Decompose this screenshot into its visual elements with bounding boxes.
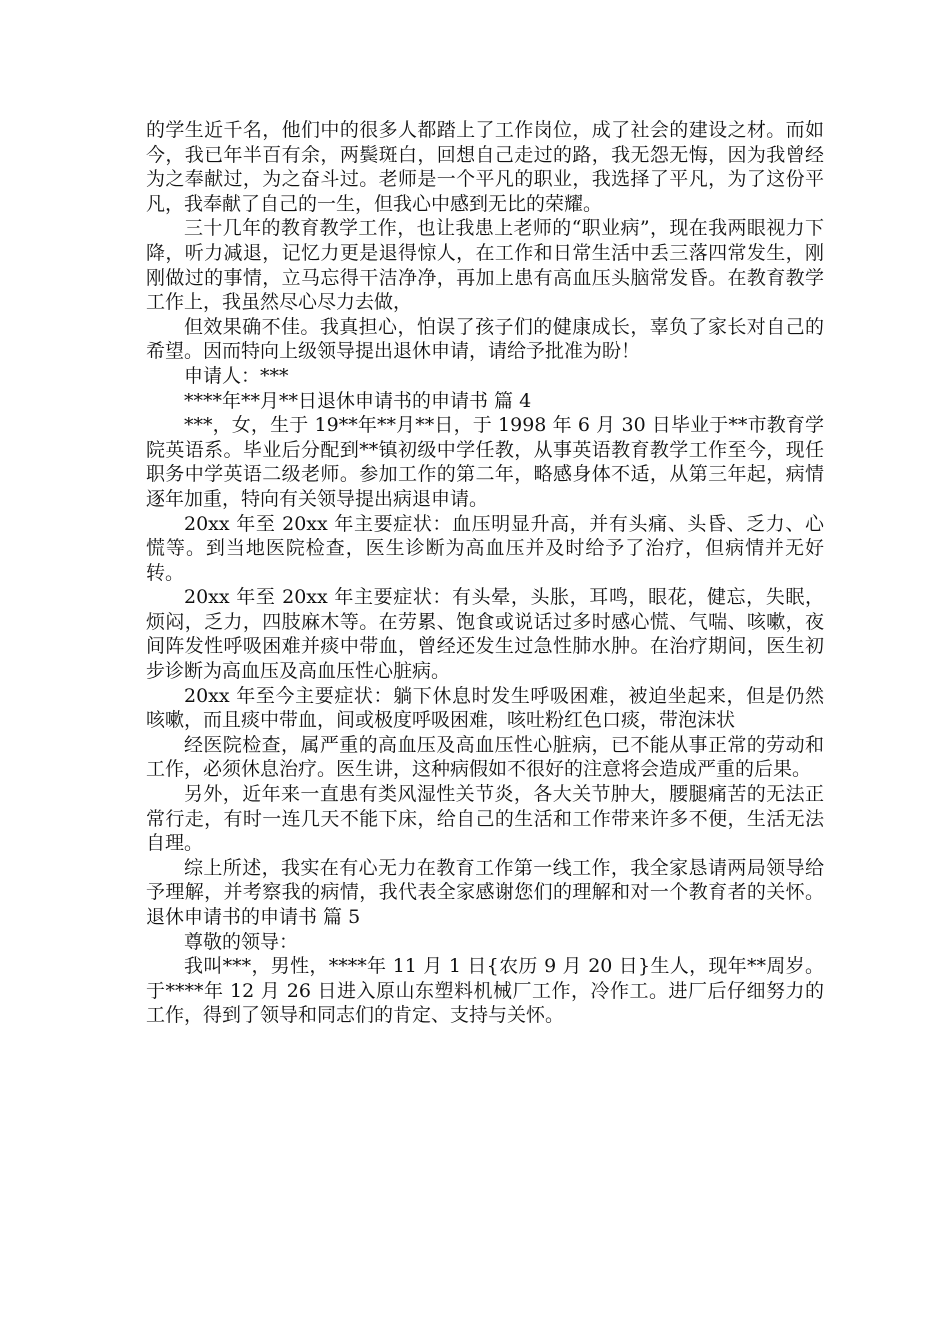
paragraph-hospital-diagnosis: 经医院检查，属严重的高血压及高血压性心脏病，已不能从事正常的劳动和工作，必须休息治疗。医生讲，这种病假如不很好的注意将会造成严重的后果。 bbox=[146, 733, 824, 781]
paragraph-symptoms-period-1: 20xx 年至 20xx 年主要症状：血压明显升高，并有头痛、头昏、乏力、心慌等。到当地医院检查，医生诊断为高血压并及时给予了治疗，但病情并无好转。 bbox=[146, 512, 824, 584]
paragraph-date-heading-4: ****年**月**日退休申请书的申请书 篇 4 bbox=[184, 389, 532, 412]
paragraph-career-reflection: 的学生近千名，他们中的很多人都踏上了工作岗位，成了社会的建设之材。而如今，我已年半百有余，两鬓斑白，回想自己走过的路，我无怨无悔，因为我曾经为之奉献过，为之奋斗过。老师是一个平凡的职业，我选择了平凡，为了这份平凡，我奉献了自己的一生，但我心中感到无比的荣耀。 bbox=[146, 119, 824, 215]
paragraph-self-introduction: 我叫***，男性，****年 11 月 1 日{农历 9 月 20 日}生人，现年**周岁。于****年 12 月 26 日进入原山东塑料机械厂工作，冷作工。进厂后仔细努力的工作，得到了领导和同志们的肯定、支持与关怀。 bbox=[146, 955, 824, 1027]
paragraph-applicant: 申请人：*** bbox=[184, 364, 289, 387]
paragraph-retirement-request: 但效果确不佳。我真担心，怕误了孩子们的健康成长，辜负了家长对自己的希望。因而特向上级领导提出退休申请，请给予批准为盼！ bbox=[146, 315, 824, 363]
paragraph-occupational-illness: 三十几年的教育教学工作，也让我患上老师的“职业病”，现在我两眼视力下降，听力减退，记忆力更是退得惊人，在工作和日常生活中丢三落四常发生，刚刚做过的事情，立马忘得干洁净净，再加上患有高血压头脑常发昏。在教育教学工作上，我虽然尽心尽力去做， bbox=[146, 217, 824, 314]
paragraph-symptoms-current: 20xx 年至今主要症状：躺下休息时发生呼吸困难，被迫坐起来，但是仍然咳嗽，而且痰中带血，间或极度呼吸困难，咳吐粉红色口痰，带泡沫状 bbox=[146, 684, 824, 732]
paragraph-conclusion-heading-5: 综上所述，我实在有心无力在教育工作第一线工作，我全家恳请两局领导给予理解，并考察我的病情，我代表全家感谢您们的理解和对一个教育者的关怀。退休申请书的申请书 篇 5 bbox=[146, 856, 824, 928]
paragraph-arthritis: 另外，近年来一直患有类风湿性关节炎，各大关节肿大，腰腿痛苦的无法正常行走，有时一连几天不能下床，给自己的生活和工作带来许多不便，生活无法自理。 bbox=[146, 783, 824, 855]
paragraph-symptoms-period-2: 20xx 年至 20xx 年主要症状：有头晕，头胀，耳鸣，眼花，健忘，失眠，烦闷，乏力，四肢麻木等。在劳累、饱食或说话过多时感心慌、气喘、咳嗽，夜间阵发性呼吸困难并痰中带血，曾经还发生过急性肺水肿。在治疗期间，医生初步诊断为高血压及高血压性心脏病。 bbox=[146, 586, 824, 683]
paragraph-applicant-background: ***，女，生于 19**年**月**日，于 1998 年 6 月 30 日毕业于**市教育学院英语系。毕业后分配到**镇初级中学任教，从事英语教育教学工作至今，现任职务中学英语二级老师。参加工作的第二年，略感身体不适，从第三年起，病情逐年加重，特向有关领导提出病退申请。 bbox=[146, 414, 824, 510]
paragraph-salutation: 尊敬的领导： bbox=[184, 930, 299, 953]
document-body bbox=[146, 118, 824, 1028]
